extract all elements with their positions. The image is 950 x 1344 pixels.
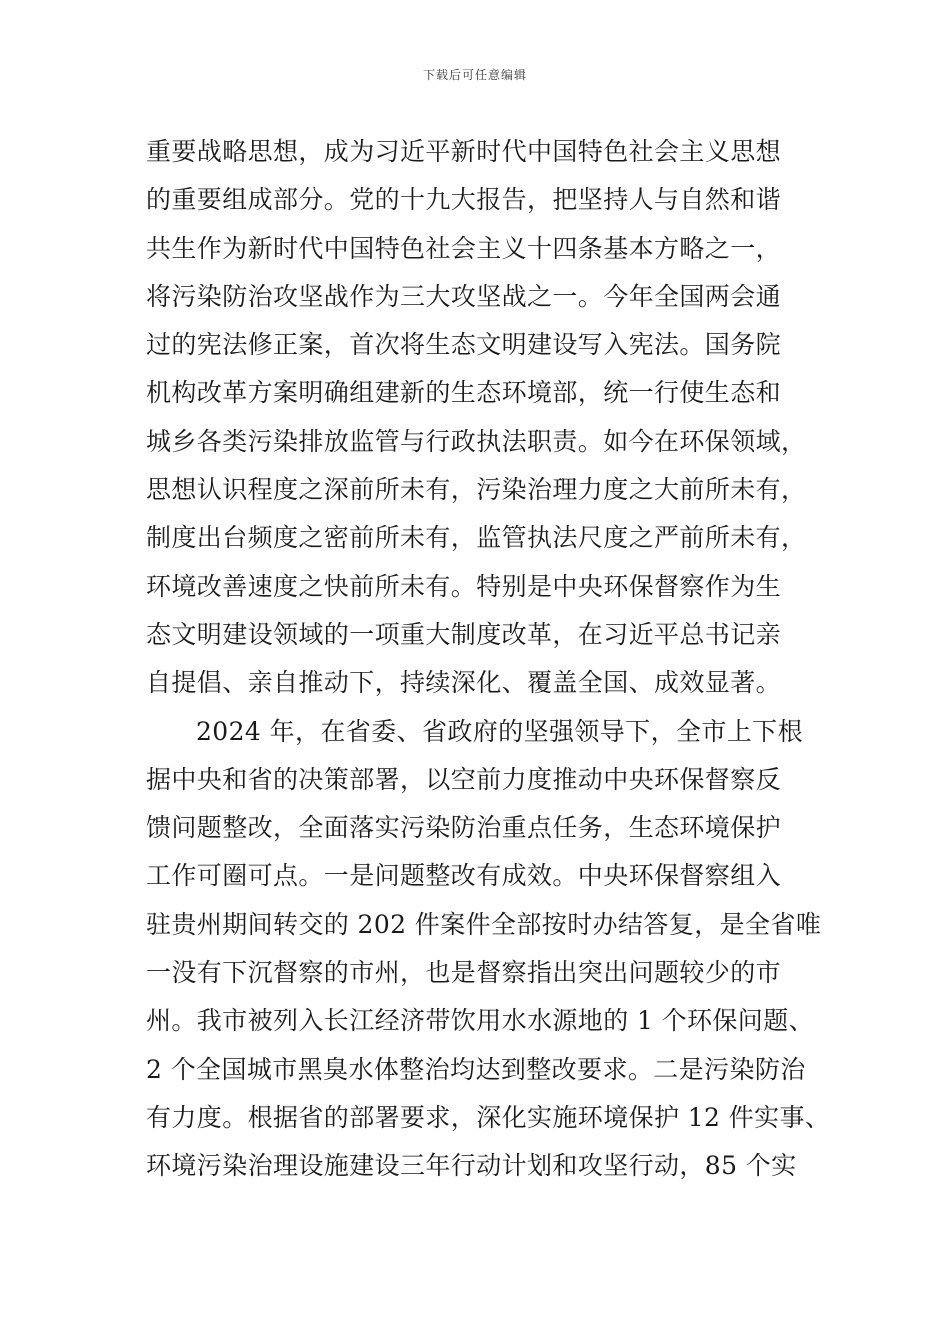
text-line: 态文明建设领域的一项重大制度改革，在习近平总书记亲 — [146, 619, 782, 649]
text-line: 共生作为新时代中国特色社会主义十四条基本方略之一， — [146, 233, 782, 263]
text-line: 机构改革方案明确组建新的生态环境部，统一行使生态和 — [146, 378, 782, 408]
page-header: 下载后可任意编辑 — [422, 68, 527, 82]
text-line: 有力度。根据省的部署要求，深化实施环境保护 12 件实事、 — [146, 1102, 831, 1132]
text-line: 过的宪法修正案，首次将生态文明建设写入宪法。国务院 — [146, 330, 782, 360]
paragraph-1 — [146, 128, 816, 708]
paragraph-2 — [146, 708, 831, 1191]
text-line: 2 个全国城市黑臭水体整治均达到整改要求。二是污染防治 — [146, 1054, 806, 1084]
document-body — [146, 128, 831, 1191]
text-line: 环境污染治理设施建设三年行动计划和攻坚行动，85 个实 — [146, 1151, 797, 1181]
text-line: 一没有下沉督察的市州，也是督察指出突出问题较少的市 — [146, 958, 782, 988]
text-line: 自提倡、亲自推动下，持续深化、覆盖全国、成效显著。 — [146, 668, 782, 698]
text-line: 城乡各类污染排放监管与行政执法职责。如今在环保领域， — [146, 426, 807, 456]
text-line: 制度出台频度之密前所未有，监管执法尺度之严前所未有， — [146, 523, 807, 553]
text-line: 驻贵州期间转交的 202 件案件全部按时办结答复，是全省唯 — [146, 909, 822, 939]
text-line: 环境改善速度之快前所未有。特别是中央环保督察作为生 — [146, 571, 782, 601]
text-line: 的重要组成部分。党的十九大报告，把坚持人与自然和谐 — [146, 185, 782, 215]
text-line: 将污染防治攻坚战作为三大攻坚战之一。今年全国两会通 — [146, 281, 782, 311]
text-line-first-indented: 2024 年，在省委、省政府的坚强领导下，全市上下根 — [196, 716, 803, 746]
text-line: 州。我市被列入长江经济带饮用水水源地的 1 个环保问题、 — [146, 1006, 815, 1036]
text-line: 工作可圈可点。一是问题整改有成效。中央环保督察组入 — [146, 861, 782, 891]
text-line: 重要战略思想，成为习近平新时代中国特色社会主义思想 — [146, 137, 782, 166]
text-line: 据中央和省的决策部署，以空前力度推动中央环保督察反 — [146, 764, 782, 794]
text-line: 馈问题整改，全面落实污染防治重点任务，生态环境保护 — [146, 813, 782, 843]
text-line: 思想认识程度之深前所未有，污染治理力度之大前所未有， — [146, 475, 807, 505]
